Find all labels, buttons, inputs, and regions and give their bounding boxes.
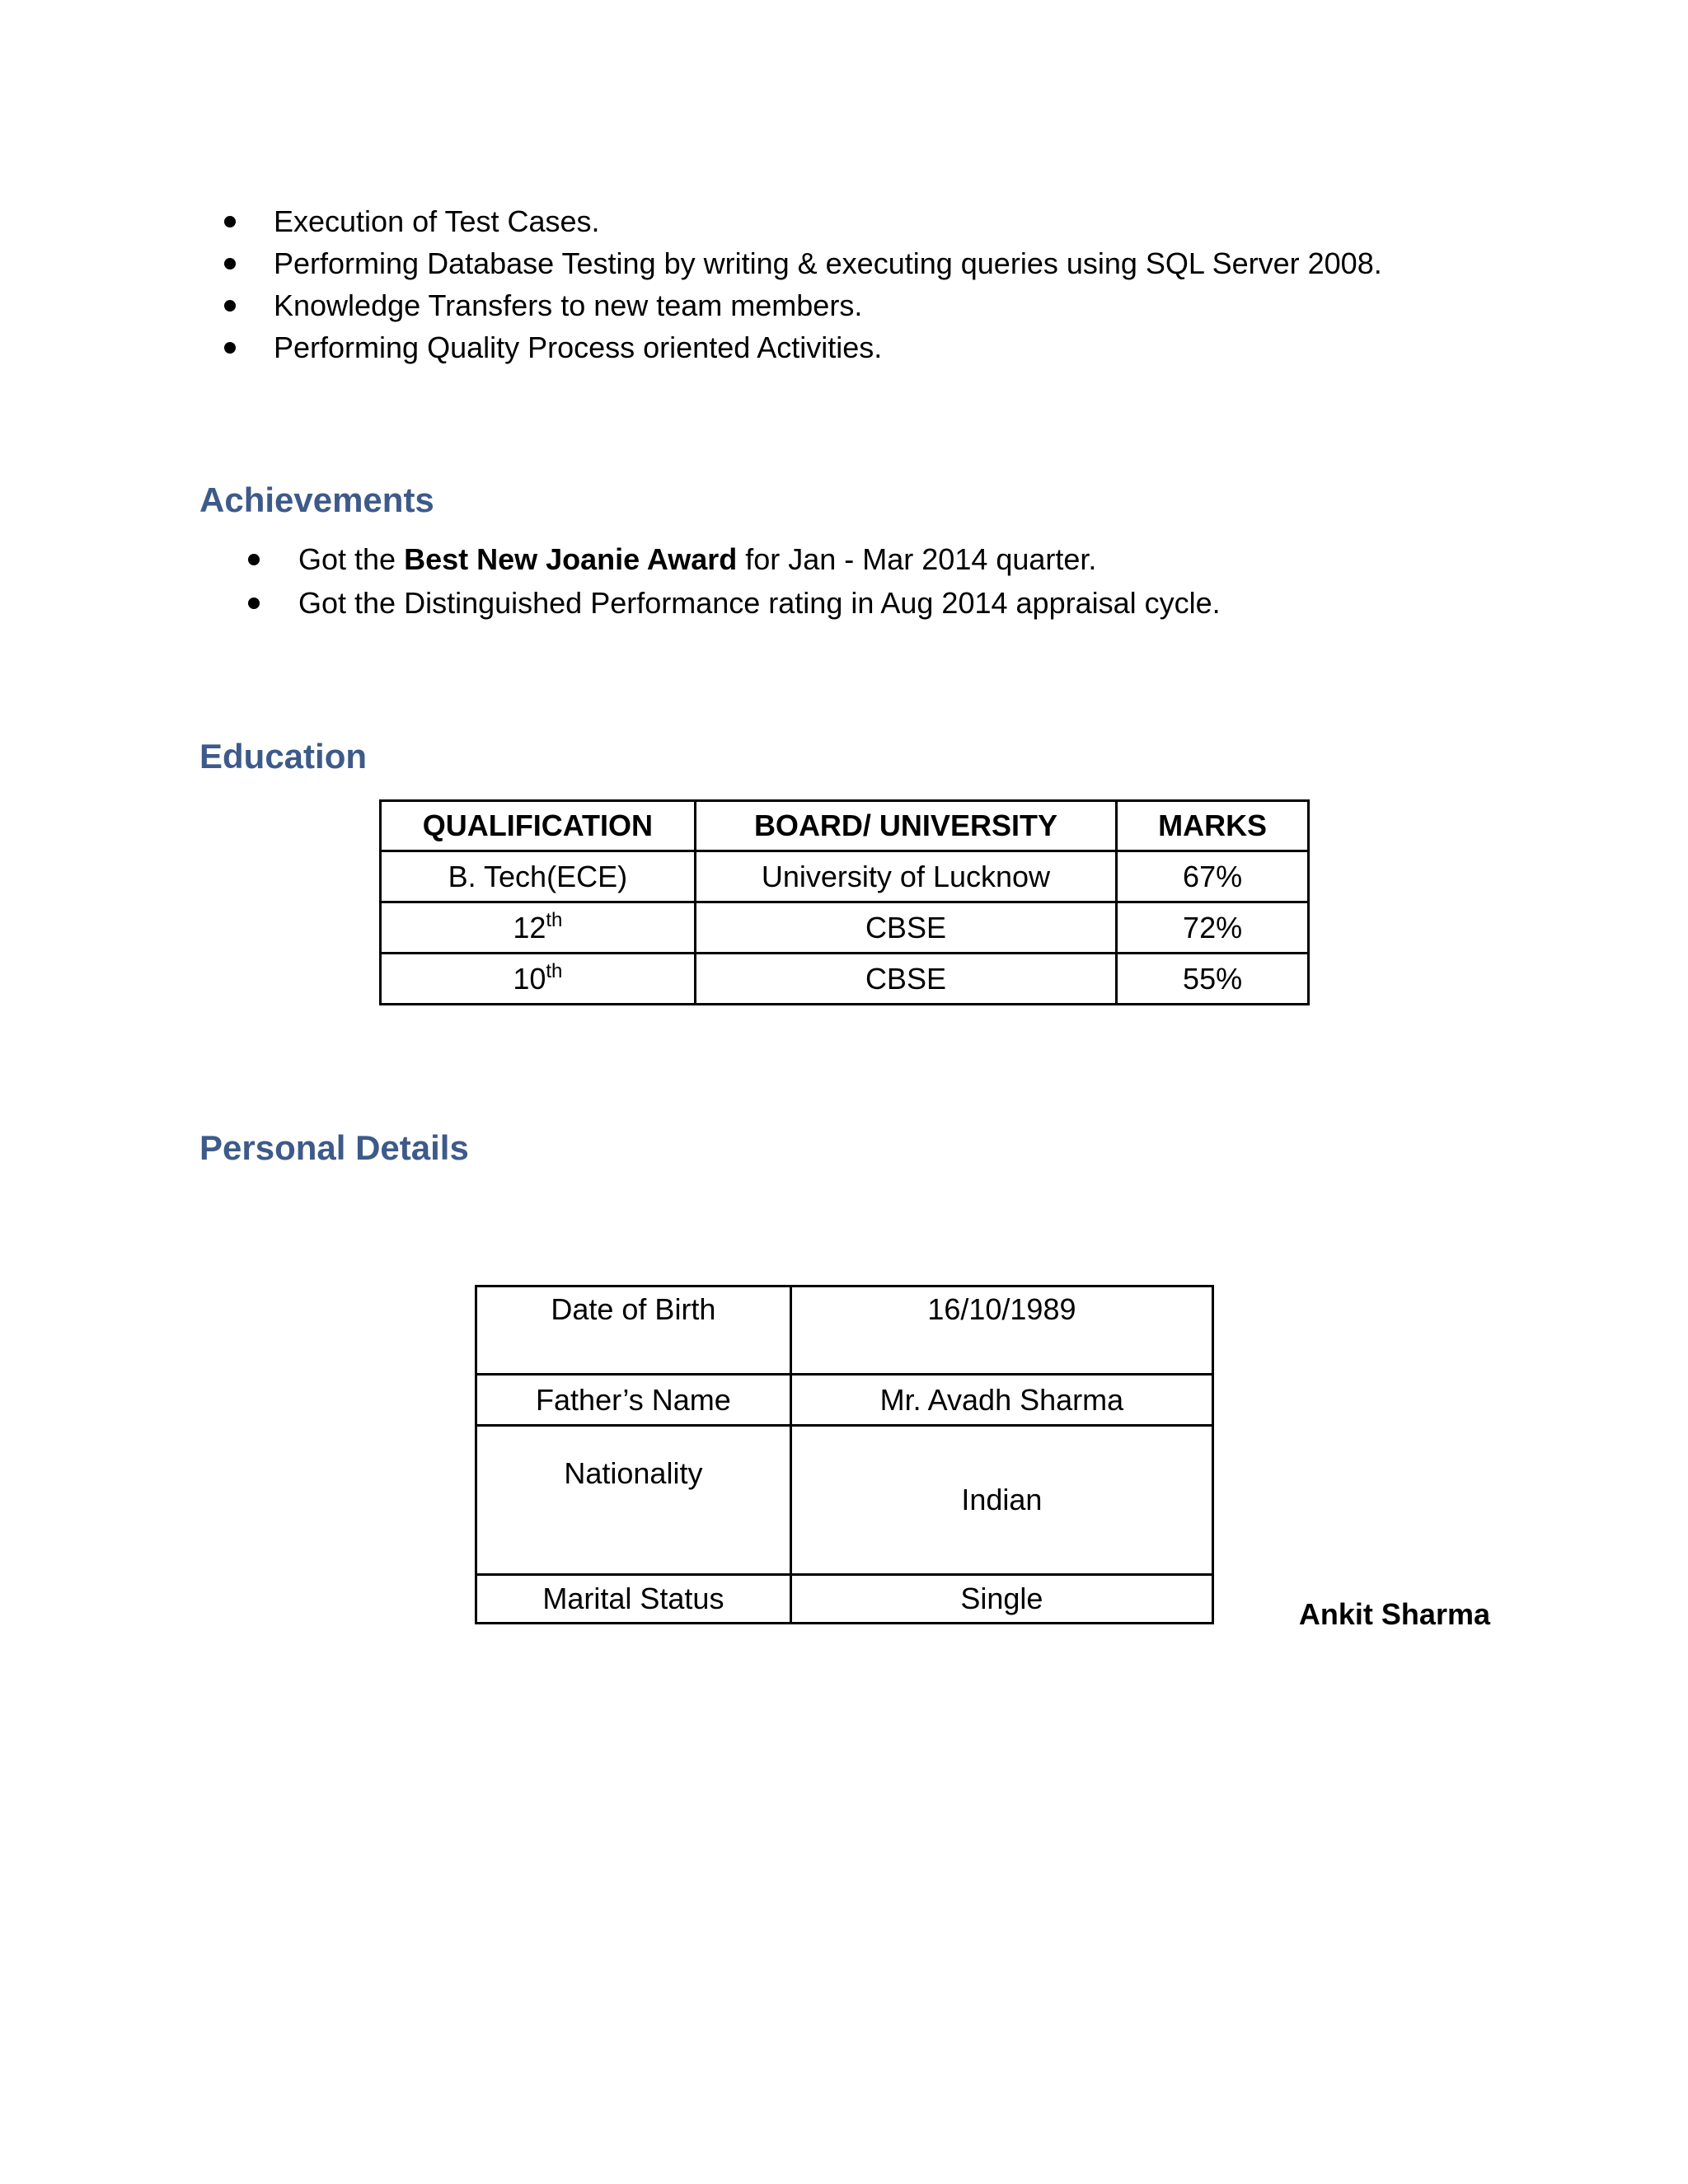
achievement-text: Got the Distinguished Performance rating in Aug 2014 appraisal cycle. bbox=[298, 586, 1221, 620]
list-item-text: Performing Database Testing by writing & executing queries using SQL Server 2008. bbox=[274, 246, 1382, 280]
marks-cell: 72% bbox=[1117, 902, 1309, 954]
table-row bbox=[476, 1426, 1213, 1575]
detail-value: 16/10/1989 bbox=[790, 1286, 1212, 1375]
detail-value: Single bbox=[790, 1575, 1212, 1624]
table-row bbox=[381, 851, 1309, 902]
award-name: Best New Joanie Award bbox=[404, 542, 738, 576]
responsibilities-list bbox=[274, 200, 1382, 368]
list-item bbox=[298, 581, 1221, 625]
marks-cell: 55% bbox=[1117, 954, 1309, 1005]
list-item-text: Knowledge Transfers to new team members. bbox=[274, 288, 863, 322]
detail-label: Marital Status bbox=[476, 1575, 791, 1624]
achievements-heading: Achievements bbox=[199, 480, 434, 519]
list-item bbox=[274, 284, 1382, 326]
column-header-board: BOARD/ UNIVERSITY bbox=[695, 801, 1116, 851]
detail-value: Indian bbox=[790, 1426, 1212, 1575]
table-row bbox=[476, 1575, 1213, 1624]
qualification-cell bbox=[381, 954, 696, 1005]
qualification-cell bbox=[381, 902, 696, 954]
column-header-marks: MARKS bbox=[1117, 801, 1309, 851]
list-item bbox=[274, 200, 1382, 242]
signature-name: Ankit Sharma bbox=[1298, 1597, 1490, 1631]
bullet-icon bbox=[248, 554, 260, 565]
qualification-cell bbox=[381, 851, 696, 902]
detail-label: Father’s Name bbox=[476, 1375, 791, 1426]
bullet-icon bbox=[248, 598, 260, 609]
achievement-prefix: Got the bbox=[298, 542, 405, 576]
qualification-text: 12 bbox=[513, 910, 546, 944]
detail-label: Date of Birth bbox=[476, 1286, 791, 1375]
column-header-qualification: QUALIFICATION bbox=[381, 801, 696, 851]
table-row bbox=[476, 1286, 1213, 1375]
education-heading: Education bbox=[199, 737, 368, 776]
qualification-text: 10 bbox=[513, 961, 546, 996]
bullet-icon bbox=[224, 216, 236, 227]
detail-value: Mr. Avadh Sharma bbox=[790, 1375, 1212, 1426]
table-row bbox=[381, 902, 1309, 954]
list-item-text: Performing Quality Process oriented Activities. bbox=[274, 330, 883, 364]
table-row bbox=[476, 1375, 1213, 1426]
board-cell: CBSE bbox=[695, 954, 1116, 1005]
list-item bbox=[274, 326, 1382, 368]
bullet-icon bbox=[224, 258, 236, 269]
table-header-row bbox=[381, 801, 1309, 851]
bullet-icon bbox=[224, 300, 236, 312]
achievements-list bbox=[298, 537, 1221, 625]
list-item bbox=[298, 537, 1221, 581]
board-cell: University of Lucknow bbox=[695, 851, 1116, 902]
detail-label: Nationality bbox=[476, 1426, 791, 1575]
board-cell: CBSE bbox=[695, 902, 1116, 954]
table-row bbox=[381, 954, 1309, 1005]
bullet-icon bbox=[224, 342, 236, 354]
personal-details-table bbox=[475, 1285, 1214, 1624]
personal-details-heading: Personal Details bbox=[199, 1128, 469, 1167]
marks-cell: 67% bbox=[1117, 851, 1309, 902]
ordinal-suffix: th bbox=[546, 959, 563, 982]
list-item bbox=[274, 242, 1382, 284]
qualification-text: B. Tech(ECE) bbox=[448, 859, 628, 893]
list-item-text: Execution of Test Cases. bbox=[274, 204, 600, 238]
ordinal-suffix: th bbox=[546, 908, 563, 931]
achievement-suffix: for Jan - Mar 2014 quarter. bbox=[737, 542, 1097, 576]
education-table bbox=[379, 799, 1310, 1005]
